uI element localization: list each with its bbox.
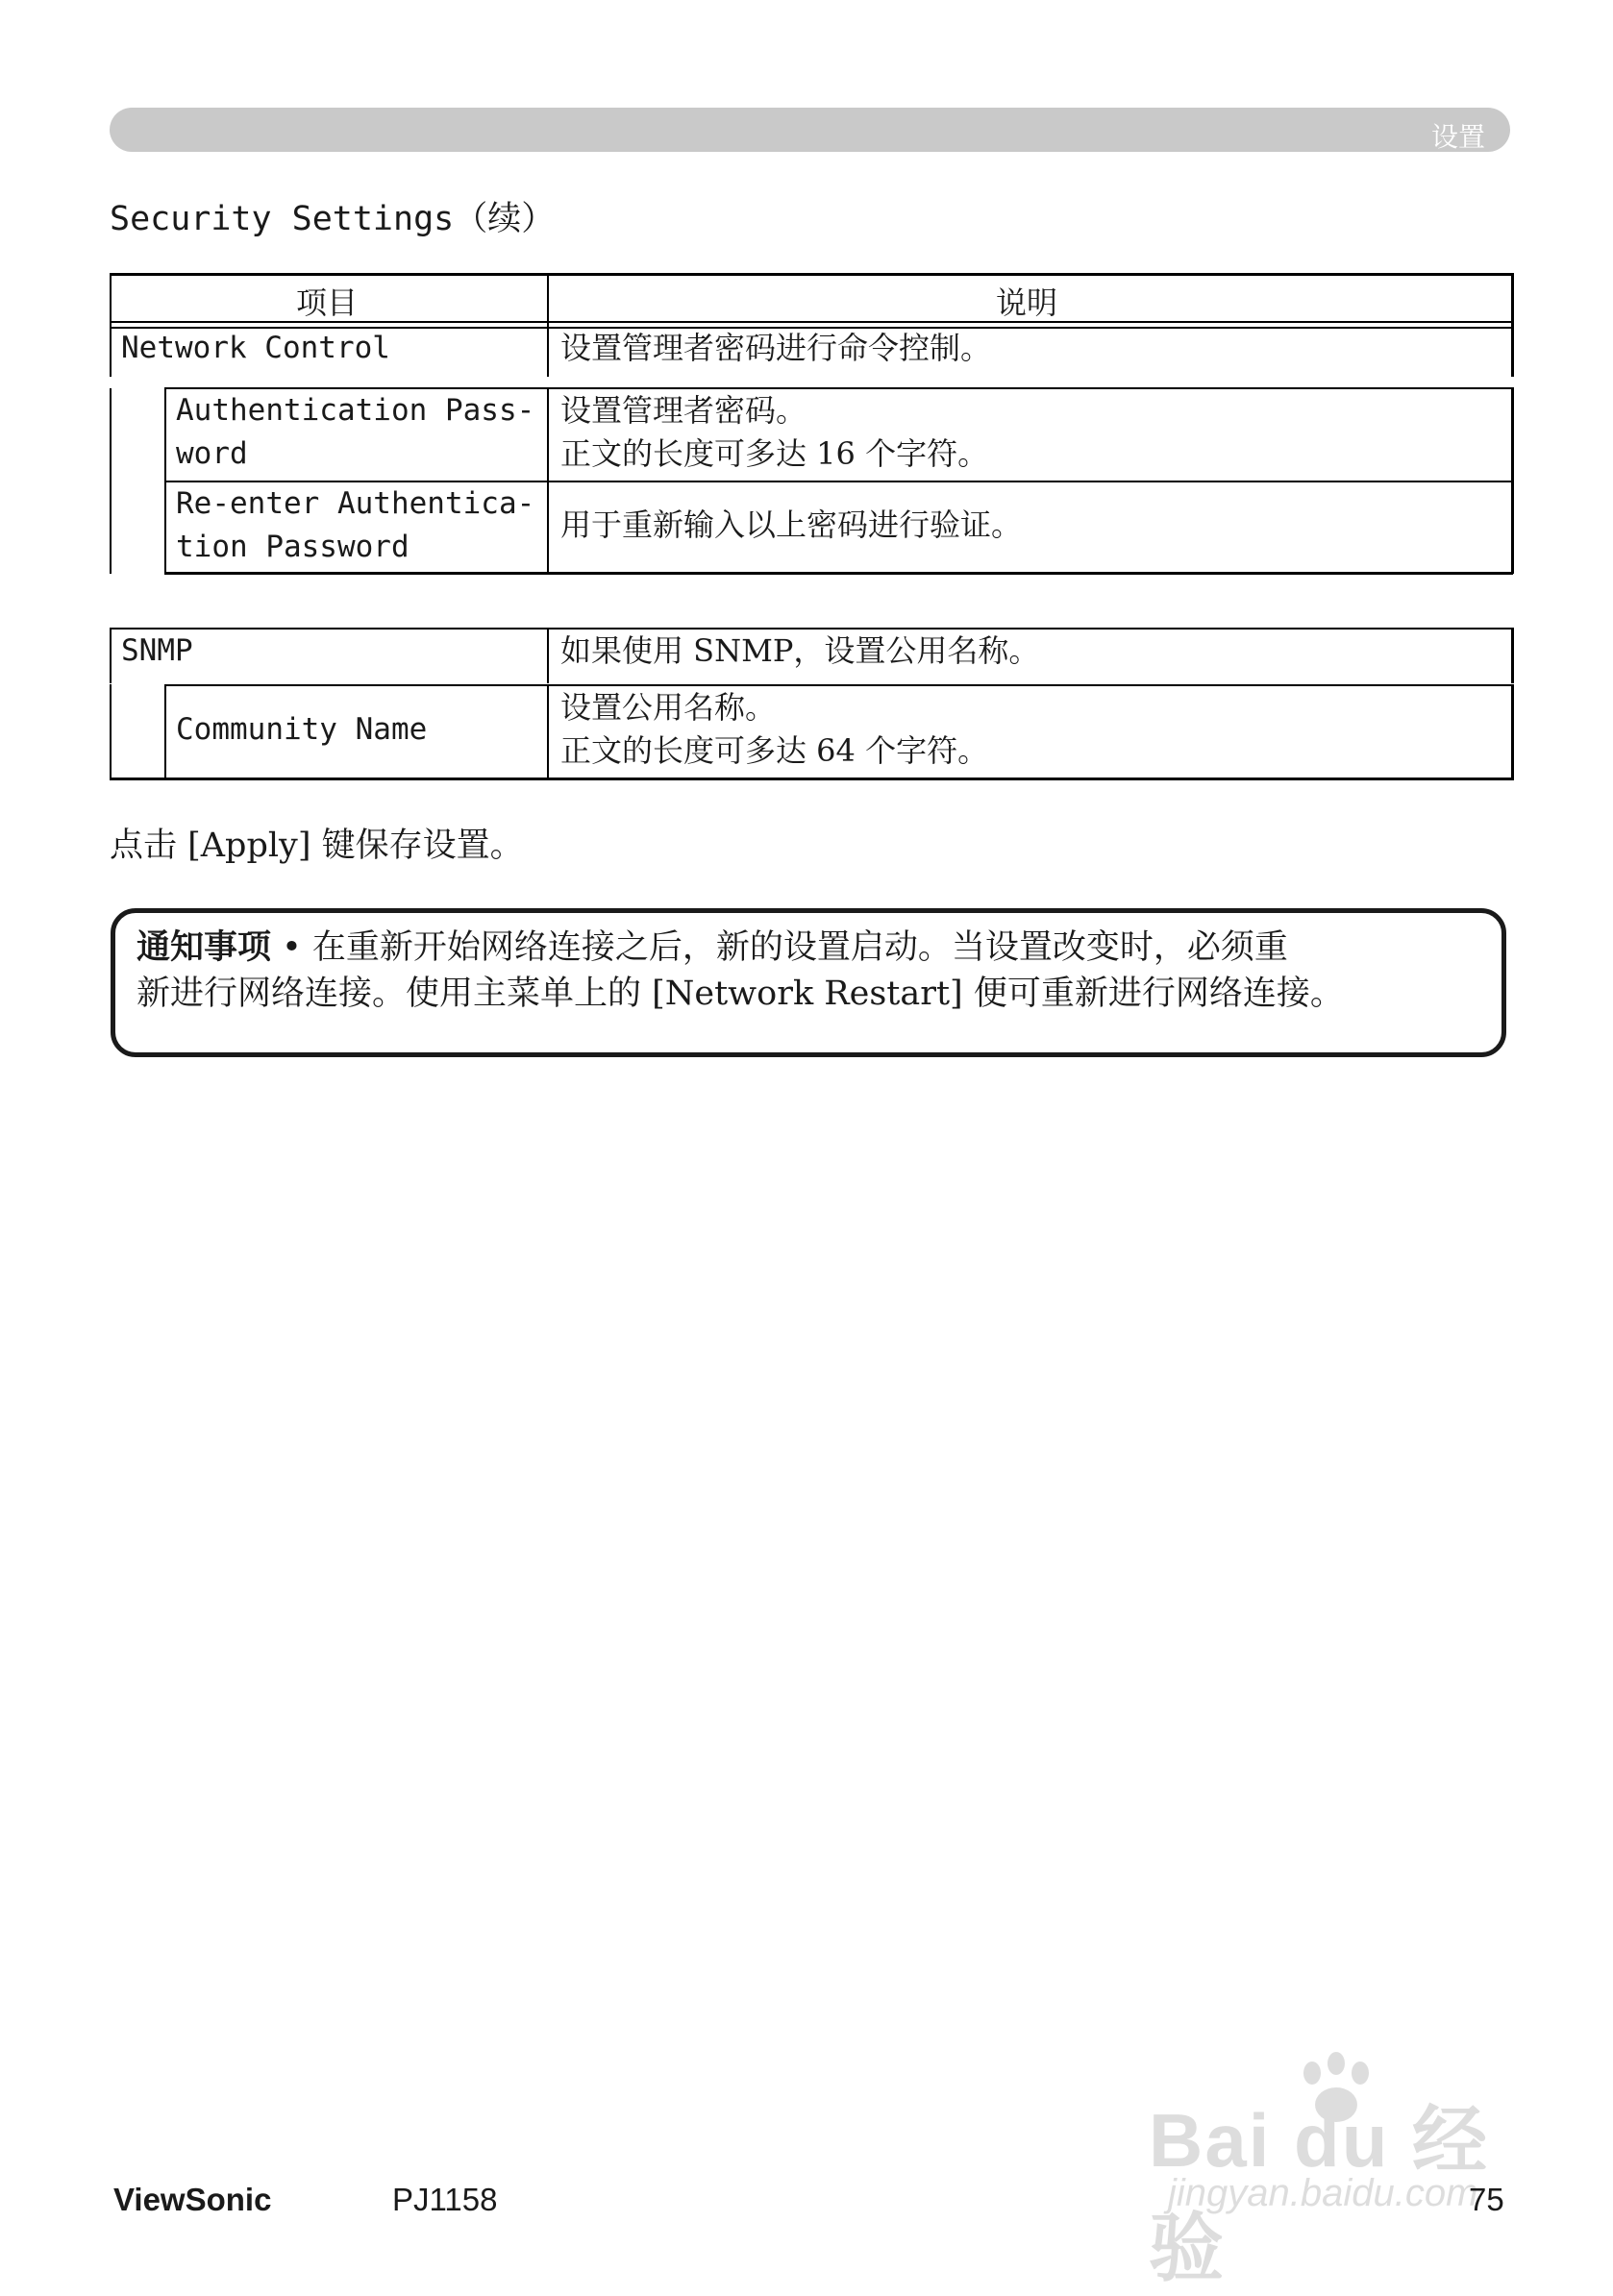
- row-network-control-desc: 设置管理者密码进行命令控制。: [560, 330, 992, 366]
- column-header-description: 说明: [996, 284, 1058, 321]
- footer-brand: ViewSonic: [113, 2182, 272, 2217]
- chapter-label: 设置: [1430, 121, 1485, 153]
- row-community-name-item: Community Name: [176, 712, 428, 747]
- notice-line-2: 新进行网络连接。使用主菜单上的 [Network Restart] 便可重新进行网络连接。: [136, 975, 1344, 1013]
- row-community-name-desc: 设置公用名称。 正文的长度可多达 64 个字符。: [560, 689, 989, 769]
- row-network-control-item: Network Control: [121, 331, 390, 365]
- notice-line-1: 通知事项 • 在重新开始网络连接之后，新的设置启动。当设置改变时，必须重: [136, 928, 1288, 967]
- row-reenter-password-desc: 用于重新输入以上密码进行验证。: [560, 506, 1023, 543]
- footer-model: PJ1158: [392, 2182, 498, 2217]
- page-number: 75: [1469, 2182, 1504, 2217]
- row-snmp-desc: 如果使用 SNMP，设置公用名称。: [560, 632, 1040, 669]
- notice-label: 通知事项: [136, 928, 272, 967]
- row-auth-password-item: Authentication Pass- word: [176, 393, 535, 471]
- row-auth-password-desc: 设置管理者密码。 正文的长度可多达 16 个字符。: [560, 392, 989, 472]
- chapter-header-bar: [110, 108, 1510, 152]
- section-title: Security Settings（续）: [110, 200, 556, 238]
- row-snmp-item: SNMP: [121, 633, 193, 668]
- column-header-item: 项目: [296, 284, 359, 321]
- row-reenter-password-item: Re-enter Authentica- tion Password: [176, 486, 535, 564]
- watermark-brand: Bai du 经验: [1149, 2098, 1490, 2290]
- notice-box: [111, 908, 1506, 1057]
- watermark-url: jingyan.baidu.com: [1168, 2172, 1478, 2214]
- apply-instruction: 点击 [Apply] 键保存设置。: [110, 827, 524, 865]
